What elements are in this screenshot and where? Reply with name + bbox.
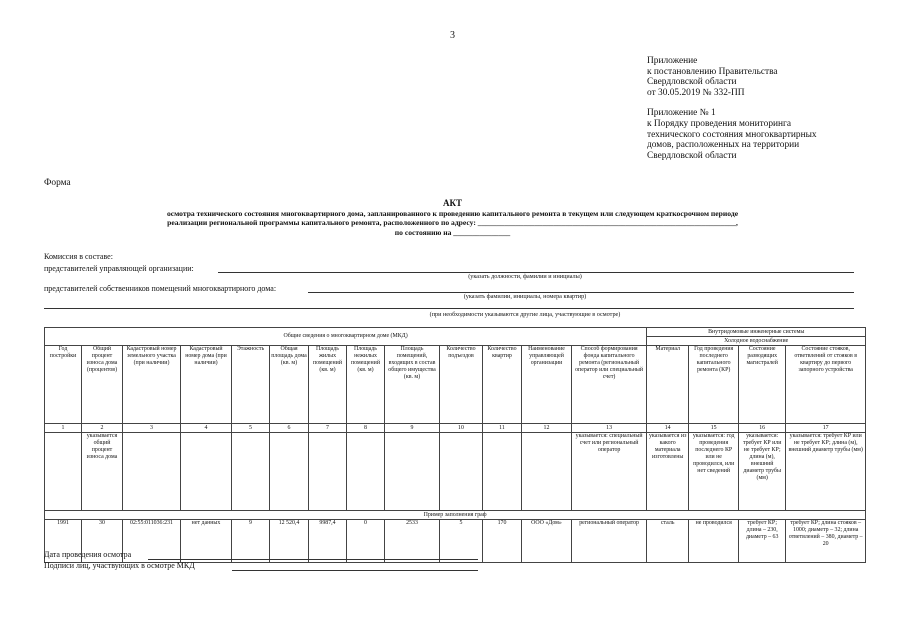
owners-label: представителей собственников помещений многоквартирного дома: bbox=[44, 284, 277, 293]
description-cell bbox=[123, 433, 181, 511]
description-cell bbox=[45, 433, 82, 511]
column-number: 11 bbox=[483, 424, 522, 433]
column-header: Способ формирования фонда капитального ремонта (региональный оператор или специальный счет) bbox=[572, 346, 647, 424]
column-number: 1 bbox=[45, 424, 82, 433]
description-cell bbox=[232, 433, 270, 511]
example-cell: 12 520,4 bbox=[270, 520, 309, 563]
example-label: Пример заполнения граф bbox=[45, 511, 866, 520]
others-hint: (при необходимости указываются другие лица, участвующие в осмотре) bbox=[429, 311, 621, 318]
example-cell: нет данных bbox=[181, 520, 232, 563]
example-cell: 9987,4 bbox=[309, 520, 347, 563]
signatures-line bbox=[232, 570, 478, 571]
appendix2-line: домов, расположенных на территории bbox=[647, 140, 800, 151]
example-cell: региональный оператор bbox=[572, 520, 647, 563]
description-cell bbox=[181, 433, 232, 511]
description-cell: указывается: требует КР или не требует КР; длина (м), внешний диаметр трубы (мм) bbox=[786, 433, 866, 511]
column-header: Общий процент износа дома (процентов) bbox=[82, 346, 123, 424]
example-cell: 02:55:011036:231 bbox=[123, 520, 181, 563]
example-cell: требует КР; длина – 230, диаметр – 63 bbox=[739, 520, 786, 563]
column-number: 6 bbox=[270, 424, 309, 433]
column-header: Общая площадь дома (кв. м) bbox=[270, 346, 309, 424]
appendix2-line: технического состояния многоквартирных bbox=[647, 129, 817, 140]
appendix-line: к постановлению Правительства bbox=[647, 66, 778, 77]
column-header: Кадастровый номер земельного участка (при наличии) bbox=[123, 346, 181, 424]
column-header: Год проведения последнего капитального ремонта (КР) bbox=[689, 346, 739, 424]
column-header: Год постройки bbox=[45, 346, 82, 424]
column-number: 7 bbox=[309, 424, 347, 433]
appendix-line: от 30.05.2019 № 332-ПП bbox=[647, 87, 745, 98]
column-number: 16 bbox=[739, 424, 786, 433]
description-cell: указывается из какого материала изготовлены bbox=[647, 433, 689, 511]
appendix2-line: Приложение № 1 bbox=[647, 108, 716, 119]
description-cell bbox=[522, 433, 572, 511]
general-info-header: Общие сведения о многоквартирном доме (МКД) bbox=[45, 328, 647, 346]
description-cell bbox=[440, 433, 483, 511]
column-header: Состояние стояков, ответвлений от стояков в квартиру до первого запорного устройства bbox=[786, 346, 866, 424]
description-cell: указывается: требует КР или не требует КР; длина (м), внешний диаметр трубы (мм) bbox=[739, 433, 786, 511]
appendix-line: Свердловской области bbox=[647, 77, 737, 88]
example-cell: 30 bbox=[82, 520, 123, 563]
example-cell: 9 bbox=[232, 520, 270, 563]
column-number: 5 bbox=[232, 424, 270, 433]
signatures-label: Подписи лиц, участвующих в осмотре МКД bbox=[44, 561, 195, 570]
water-supply-header: Холодное водоснабжение bbox=[647, 337, 866, 346]
column-number: 17 bbox=[786, 424, 866, 433]
commission-label: Комиссия в составе: bbox=[44, 252, 113, 261]
mgmt-label: представителей управляющей организации: bbox=[44, 264, 194, 273]
example-cell: сталь bbox=[647, 520, 689, 563]
column-header: Кадастровый номер дома (при наличии) bbox=[181, 346, 232, 424]
column-number: 8 bbox=[347, 424, 385, 433]
example-cell: 170 bbox=[483, 520, 522, 563]
example-cell: требует КР; длина стояков – 1000; диаметр – 32; длина ответвлений – 380, диаметр – 20 bbox=[786, 520, 866, 563]
inspection-table bbox=[44, 327, 866, 563]
column-header: Материал bbox=[647, 346, 689, 424]
form-label: Форма bbox=[44, 178, 71, 188]
description-cell: указывается: год проведения последнего КР или не проводился, или нет сведений bbox=[689, 433, 739, 511]
column-number: 15 bbox=[689, 424, 739, 433]
column-number: 13 bbox=[572, 424, 647, 433]
column-header: Площадь жилых помещений (кв. м) bbox=[309, 346, 347, 424]
column-number: 12 bbox=[522, 424, 572, 433]
column-header: Площадь помещений, входящих в состав общего имущества (кв. м) bbox=[385, 346, 440, 424]
column-number: 4 bbox=[181, 424, 232, 433]
column-header: Состояние разводящих магистралей bbox=[739, 346, 786, 424]
example-cell: 5 bbox=[440, 520, 483, 563]
column-header: Количество квартир bbox=[483, 346, 522, 424]
description-cell bbox=[270, 433, 309, 511]
column-header: Наименование управляющей организации bbox=[522, 346, 572, 424]
act-heading: АКТ bbox=[442, 198, 463, 208]
example-cell: 0 bbox=[347, 520, 385, 563]
description-cell bbox=[483, 433, 522, 511]
description-cell bbox=[309, 433, 347, 511]
description-cell: указывается общий процент износа дома bbox=[82, 433, 123, 511]
example-cell: ООО «Дом» bbox=[522, 520, 572, 563]
engineering-header: Внутридомовые инженерные системы bbox=[647, 328, 866, 337]
page-number: 3 bbox=[450, 30, 455, 41]
inspection-date-line bbox=[148, 559, 478, 560]
column-header: Этажность bbox=[232, 346, 270, 424]
appendix-line: Приложение bbox=[647, 56, 698, 66]
example-cell: 1991 bbox=[45, 520, 82, 563]
column-number: 14 bbox=[647, 424, 689, 433]
act-title-line: осмотра технического состояния многоквартирного дома, запланированного к проведению капитального ремонта в текущем или следующем краткосрочном периоде bbox=[166, 208, 739, 218]
description-cell bbox=[347, 433, 385, 511]
mgmt-hint: (указать должности, фамилии и инициалы) bbox=[468, 273, 582, 280]
column-number: 9 bbox=[385, 424, 440, 433]
act-title-line: по состоянию на _______________ bbox=[394, 227, 511, 237]
others-line bbox=[44, 308, 854, 309]
appendix-block bbox=[647, 56, 817, 161]
appendix2-line: к Порядку проведения мониторинга bbox=[647, 118, 792, 129]
description-cell: указывается: специальный счет или региональный оператор bbox=[572, 433, 647, 511]
description-cell bbox=[385, 433, 440, 511]
owners-hint: (указать фамилии, инициалы, номера квартир) bbox=[463, 293, 587, 300]
appendix2-line: Свердловской области bbox=[647, 150, 737, 161]
inspection-date-label: Дата проведения осмотра bbox=[44, 550, 132, 559]
example-cell: не проводился bbox=[689, 520, 739, 563]
example-cell: 2533 bbox=[385, 520, 440, 563]
column-header: Количество подъездов bbox=[440, 346, 483, 424]
column-number: 2 bbox=[82, 424, 123, 433]
act-title bbox=[60, 199, 845, 237]
column-header: Площадь нежилых помещений (кв. м) bbox=[347, 346, 385, 424]
column-number: 3 bbox=[123, 424, 181, 433]
act-title-line: реализации региональной программы капитального ремонта, расположенного по адресу: ____________________________________________________________________, bbox=[167, 218, 738, 228]
column-number: 10 bbox=[440, 424, 483, 433]
